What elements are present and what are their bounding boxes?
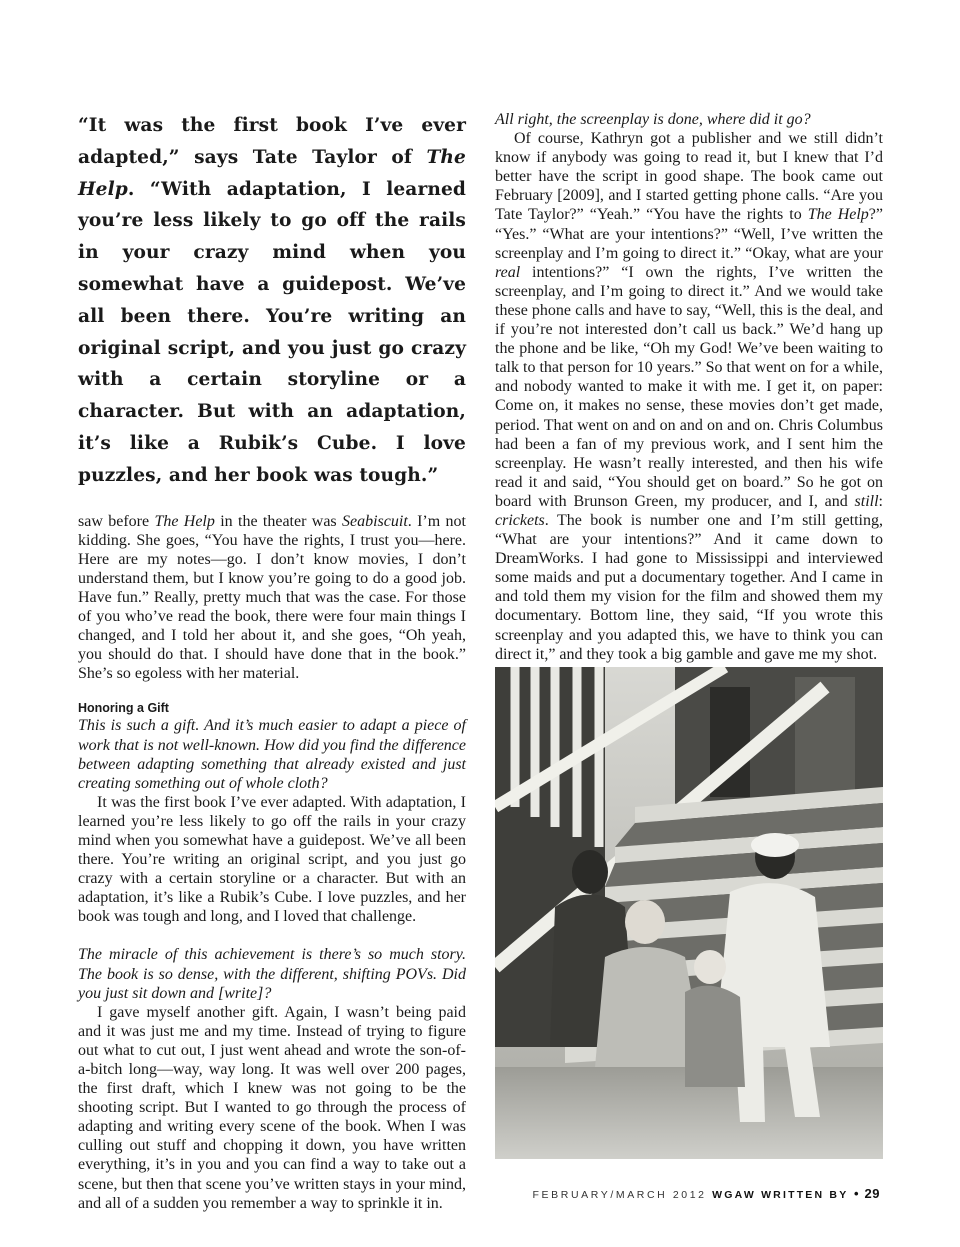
italic-run: real: [495, 263, 521, 281]
pull-quote-text-cont: . “With adaptation, I learned you’re less likely to go off the rails in your crazy mind when you somewhat have a guidepost. We’ve all been there. You’re writing an original script, and you just go crazy with a certain storyline or a character. But with an adaptation, it’s like a Rubik’s Cube. I love puzzles, and her book was tough.”: [78, 178, 466, 486]
text-run: in the theater was: [214, 512, 342, 530]
section-heading: Honoring a Gift: [78, 701, 169, 716]
right-column: [495, 110, 883, 664]
text-run: . I’m not kidding. She goes, “You have the rights, I trust you—here. Here are my notes—go. I don’t know movies, I don’t understand them, but I know you’re going to do a good job. Have fun.” Really, pretty much that was the case. For those of you who’ve read the book, there were four main things I changed, and I told her about it, and she goes, “Oh yeah, you should do that. I should have done that in the book.” She’s so egoless with her material.: [78, 512, 466, 683]
answer: [495, 129, 883, 664]
spacer: [78, 926, 466, 945]
paragraph: [78, 512, 466, 684]
answer: I gave myself another gift. Again, I wasn’t being paid and it was just me and my time. Instead of trying to figure out what to cut out, I just went ahead and wrote the son-of-a-bitch long—way, way long. It was well over 200 pages, the first draft, which I knew was not going to be the shooting script. But I wanted to go through the process of adapting and writing every scene of the book. When I was culling out stuff and chopping it down, you have written everything, it’s in you and you can find a way to take out a scene, but then that scene you’ve written stays in your mind, and all of a sudden you remember a way to sprinkle it in.: [78, 1003, 466, 1212]
italic-run: still: [854, 492, 879, 510]
italic-run: crickets: [495, 511, 545, 529]
answer: It was the first book I’ve ever adapted. With adaptation, I learned you’re less likely to go off the rails in your crazy mind when you somewhat have a guidepost. We’ve all been there. You’re writing an original script, and you just go crazy with a certain storyline or a character. But with an adaptation, it’s like a Rubik’s Cube. I love puzzles, and her book was tough and long, and I loved that challenge.: [78, 793, 466, 926]
text-run: Of course, Kathryn got a publisher and we still didn’t know if anybody was going to read it, but I knew that I’d better have the script in good shape. The book came out February [2009], and I started getting phone calls. “Are you Tate Taylor?” “Yeah.” “You have the rights to: [495, 130, 883, 224]
magazine-name: WGAW WRITTEN BY: [712, 1189, 849, 1201]
italic-run: The Help: [807, 206, 869, 224]
pull-quote-title: The Help: [78, 146, 466, 200]
text-run: ?” “Yes.” “What are your intentions?” “Well, I’ve written the screenplay and I’m going to direct it.” “Okay, what are your: [495, 206, 883, 262]
question: This is such a gift. And it’s much easier to adapt a piece of work that is not well-known. How did you find the difference between adapting something that already existed and just creating something out of whole cloth?: [78, 717, 466, 792]
text-run: :: [878, 492, 883, 510]
pull-quote: [78, 110, 466, 492]
left-column: [78, 110, 466, 1213]
question: All right, the screenplay is done, where did it go?: [495, 111, 811, 128]
text-run: saw before: [78, 512, 155, 530]
page-number: 29: [864, 1186, 880, 1201]
photo-illustration: [495, 667, 883, 1159]
archival-photo: [495, 667, 883, 1159]
footer-bullet: •: [853, 1186, 859, 1201]
page-footer: [533, 1186, 880, 1201]
question: The miracle of this achievement is there’s so much story. The book is so dense, with the different, shifting POVs. Did you just sit down and [write]?: [78, 946, 466, 1002]
pull-quote-text: “It was the first book I’ve ever adapted,” says Tate Taylor of: [78, 115, 466, 168]
issue-date: FEBRUARY/MARCH 2012: [532, 1189, 707, 1201]
italic-run: Seabiscuit: [342, 512, 408, 530]
text-run: . The book is number one and I’m still getting, “What are your intentions?” And it came down to DreamWorks. I had gone to Mississippi and interviewed some maids and put a documentary together. And I came in and told them my vision for the film and showed them my documentary. Bottom line, they said, “If you wrote this screenplay and you adapted this, we have to think you can direct it,” and they took a big gamble and gave me my shot.: [495, 511, 883, 663]
text-run: intentions?” “I own the rights, I’ve written the screenplay, and I’m going to direct it.” And we would take these phone calls and have to say, “Well, this is the deal, and if you’re not interested don’t call us back.” We’d hang up the phone and be like, “Oh my God! We’ve been waiting to talk to that person for 10 years.” So that went on for a while, and nobody wanted to make it with me. I get it, on paper: Come on, it makes no sense, these movies don’t get made, period. That went on and on and on and on. Chris Columbus had been a fan of my previous work, and I sent him the screenplay. He wasn’t really interested, and then his wife read it and said, “You should get on board.” So he got on board with Brunson Green, my producer, and I, and: [495, 263, 883, 510]
italic-run: The Help: [154, 512, 215, 530]
